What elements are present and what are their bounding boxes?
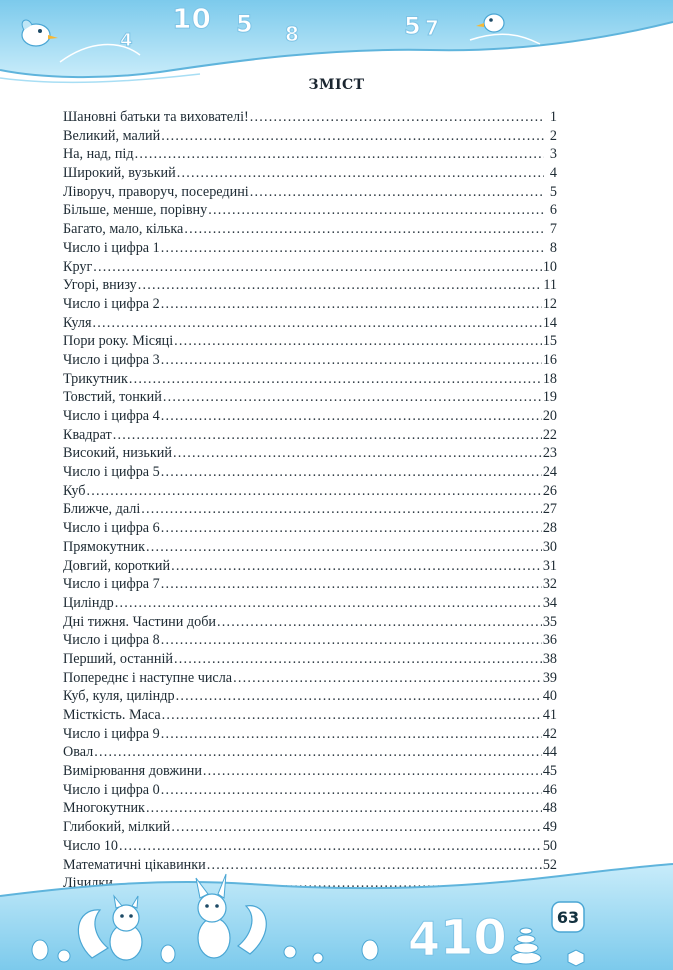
toc-entry-title: Вимірювання довжини (63, 763, 202, 780)
toc-entry-page: 24 (542, 464, 557, 481)
toc-entry-page: 36 (542, 632, 557, 649)
toc-entry-page: 48 (542, 800, 557, 817)
toc-entry-title: Куля (63, 314, 92, 331)
toc-leader-dots (161, 781, 542, 800)
toc-leader-dots (174, 332, 542, 351)
toc-entry-title: Місткість. Маса (63, 707, 161, 723)
toc-entry-title: Квадрат (63, 426, 112, 443)
toc-leader-dots (233, 669, 542, 688)
toc-entry (63, 370, 557, 389)
toc-leader-dots (138, 276, 543, 295)
toc-leader-dots (141, 500, 542, 519)
toc-entry-page: 8 (549, 239, 557, 256)
toc-entry-page: 20 (542, 408, 557, 424)
toc-entry (63, 145, 557, 164)
toc-leader-dots (93, 258, 542, 277)
toc-entry-title: Великий, малий (63, 127, 161, 144)
toc-entry (63, 725, 557, 744)
toc-entry (63, 108, 557, 127)
toc-entry (63, 463, 557, 482)
toc-entry-title: Попереднє і наступне числа (63, 669, 233, 686)
toc-entry (63, 594, 557, 613)
toc-entry (63, 762, 557, 781)
toc-entry-title: Куб, куля, циліндр (63, 688, 175, 705)
toc-entry-title: Многокутник (63, 800, 145, 817)
toc-leader-dots (161, 575, 542, 594)
toc-entry-page: 52 (542, 856, 557, 873)
toc-entry-page: 23 (542, 445, 557, 462)
toc-entry (63, 837, 557, 856)
header-number: 10 (172, 2, 211, 35)
toc-entry-page: 27 (542, 501, 557, 518)
toc-entry-page: 10 (542, 258, 557, 275)
toc-entry-page: 6 (549, 202, 557, 219)
toc-leader-dots (171, 557, 542, 576)
toc-entry-title: Число 10 (63, 837, 119, 854)
toc-entry-page: 38 (542, 650, 557, 667)
toc-entry-page: 1 (549, 109, 557, 125)
toc-entry-title: Перший, останній (63, 650, 173, 667)
toc-leader-dots (92, 314, 541, 333)
toc-entry (63, 650, 557, 669)
toc-entry-title: Математичні цікавинки (63, 856, 206, 873)
toc-leader-dots (177, 164, 544, 183)
toc-entry-page: 4 (549, 165, 557, 182)
header-number: 4 (120, 30, 133, 51)
toc-entry (63, 201, 557, 220)
toc-entry-page: 31 (542, 557, 557, 574)
toc-entry (63, 500, 557, 519)
toc-entry-title: Шановні батьки та вихователі! (63, 109, 249, 125)
toc-entry-page: 41 (542, 707, 557, 723)
toc-leader-dots (208, 201, 544, 220)
page-title: ЗМІСТ (308, 77, 365, 93)
toc-entry (63, 351, 557, 370)
toc-entry-title: На, над, під (63, 146, 134, 163)
toc-leader-dots (173, 444, 542, 463)
toc-entry (63, 314, 557, 333)
toc-entry-page: 32 (542, 576, 557, 593)
toc-entry (63, 669, 557, 688)
toc-entry-page: 28 (542, 520, 557, 537)
toc-entry-page: 5 (549, 183, 557, 200)
toc-leader-dots (161, 725, 542, 744)
toc-entry-title: Трикутник (63, 370, 128, 387)
toc-entry-page: 26 (542, 482, 557, 499)
toc-entry (63, 332, 557, 351)
toc-entry-page: 22 (542, 426, 557, 443)
header-number: 5 (236, 10, 253, 38)
toc-leader-dots (161, 127, 544, 146)
toc-leader-dots (203, 762, 542, 781)
toc-leader-dots (250, 183, 544, 202)
toc-entry-page: 44 (542, 744, 557, 761)
toc-entry (63, 613, 557, 632)
toc-entry-page: 2 (549, 127, 557, 144)
toc-entry (63, 258, 557, 277)
toc-entry-page: 15 (542, 333, 557, 350)
toc-entry-title: Число і цифра 4 (63, 408, 160, 424)
toc-entry (63, 557, 557, 576)
toc-entry (63, 444, 557, 463)
toc-leader-dots (174, 650, 542, 669)
toc-entry-page: 11 (543, 277, 557, 294)
toc-entry (63, 388, 557, 407)
toc-entry-page: 50 (542, 837, 557, 854)
toc-leader-dots (161, 407, 542, 426)
toc-entry-page: 30 (542, 538, 557, 555)
toc-leader-dots (161, 351, 542, 370)
table-of-contents (63, 108, 557, 893)
toc-leader-dots (113, 426, 542, 445)
toc-entry-title: Число і цифра 5 (63, 464, 160, 481)
toc-entry-page: 34 (542, 594, 557, 611)
toc-entry (63, 295, 557, 314)
toc-entry-page: 49 (542, 819, 557, 836)
toc-entry-title: Число і цифра 2 (63, 295, 160, 312)
toc-leader-dots (161, 519, 542, 538)
toc-entry (63, 687, 557, 706)
toc-leader-dots (161, 463, 542, 482)
toc-entry (63, 519, 557, 538)
toc-entry-title: Багато, мало, кілька (63, 221, 184, 238)
toc-entry-title: Овал (63, 744, 94, 761)
toc-entry-title: Широкий, вузький (63, 165, 176, 182)
toc-entry (63, 538, 557, 557)
toc-entry-title: Число і цифра 0 (63, 781, 160, 798)
toc-entry (63, 706, 557, 725)
toc-entry (63, 276, 557, 295)
toc-entry-page: 7 (549, 221, 557, 238)
toc-entry (63, 164, 557, 183)
toc-leader-dots (171, 818, 541, 837)
toc-entry-page: 18 (542, 370, 557, 387)
toc-leader-dots (161, 239, 544, 258)
header-number: 7 (425, 16, 439, 40)
toc-entry-title: Лічилки (63, 875, 113, 892)
header-number: 5 (404, 12, 421, 40)
toc-entry-title: Високий, низький (63, 445, 172, 462)
toc-entry-title: Глибокий, мілкий (63, 819, 171, 836)
toc-entry (63, 781, 557, 800)
toc-leader-dots (146, 799, 542, 818)
toc-entry-title: Циліндр (63, 594, 114, 611)
toc-leader-dots (87, 482, 542, 501)
footer-number: 10 (440, 910, 507, 966)
toc-entry-title: Ближче, далі (63, 501, 141, 518)
toc-entry-title: Угорі, внизу (63, 277, 137, 294)
toc-entry (63, 127, 557, 146)
toc-entry-title: Товстий, тонкий (63, 389, 162, 406)
toc-entry (63, 407, 557, 426)
toc-entry-page: 19 (542, 389, 557, 406)
toc-entry-title: Число і цифра 8 (63, 632, 160, 649)
toc-entry (63, 631, 557, 650)
toc-leader-dots (135, 145, 544, 164)
toc-leader-dots (94, 743, 542, 762)
toc-leader-dots (146, 538, 542, 557)
toc-leader-dots (162, 706, 542, 725)
toc-entry-title: Прямокутник (63, 538, 146, 555)
toc-entry-page: 45 (542, 763, 557, 780)
toc-entry-title: Число і цифра 3 (63, 351, 160, 368)
toc-entry-page: 14 (542, 314, 557, 331)
toc-entry-page: 35 (542, 613, 557, 630)
toc-entry-title: Число і цифра 6 (63, 520, 160, 537)
toc-entry-title: Пори року. Місяці (63, 333, 174, 350)
toc-entry-page: 46 (542, 781, 557, 798)
toc-entry-title: Більше, менше, порівну (63, 202, 208, 219)
toc-entry-page: 16 (542, 351, 557, 368)
toc-entry-page: 40 (542, 688, 557, 705)
toc-entry-title: Ліворуч, праворуч, посередині (63, 183, 249, 200)
toc-entry-title: Круг (63, 258, 93, 275)
toc-entry (63, 818, 557, 837)
toc-leader-dots (119, 837, 542, 856)
toc-entry (63, 799, 557, 818)
toc-entry (63, 220, 557, 239)
footer-number: 4 (408, 912, 441, 966)
page-number: 63 (556, 907, 580, 927)
toc-entry (63, 426, 557, 445)
toc-entry-title: Довгий, короткий (63, 557, 171, 574)
toc-entry-title: Число і цифра 1 (63, 239, 160, 256)
toc-leader-dots (161, 295, 542, 314)
toc-entry-page: 42 (542, 725, 557, 742)
toc-leader-dots (163, 388, 542, 407)
toc-entry (63, 482, 557, 501)
toc-leader-dots (250, 108, 544, 127)
toc-entry (63, 183, 557, 202)
toc-entry-page: 12 (542, 295, 557, 312)
toc-leader-dots (217, 613, 542, 632)
toc-entry-page: 3 (549, 146, 557, 163)
toc-entry-title: Дні тижня. Частини доби (63, 613, 217, 630)
toc-entry (63, 575, 557, 594)
toc-entry-page: 39 (542, 669, 557, 686)
toc-leader-dots (115, 594, 542, 613)
toc-leader-dots (129, 370, 542, 389)
toc-leader-dots (184, 220, 544, 239)
toc-entry-title: Число і цифра 7 (63, 576, 160, 593)
toc-entry (63, 239, 557, 258)
header-number: 8 (285, 22, 299, 46)
toc-leader-dots (176, 687, 542, 706)
toc-entry (63, 743, 557, 762)
toc-entry-title: Куб (63, 482, 86, 499)
toc-entry-title: Число і цифра 9 (63, 725, 160, 742)
toc-leader-dots (161, 631, 542, 650)
